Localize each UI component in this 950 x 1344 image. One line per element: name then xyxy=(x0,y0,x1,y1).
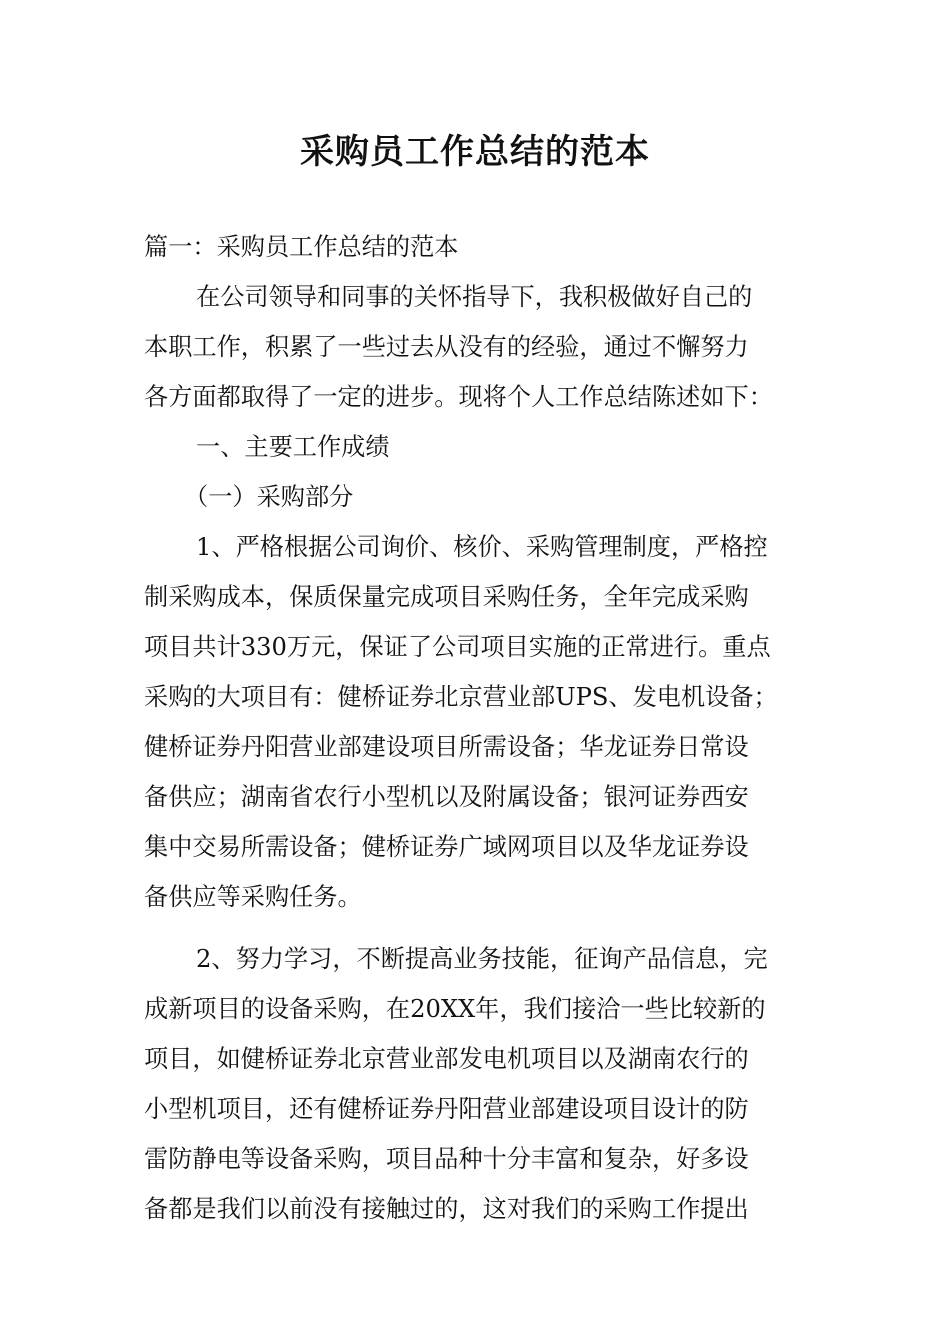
paragraph-line: 备供应等采购任务。 xyxy=(144,883,362,911)
paragraph-line: 健桥证券丹阳营业部建设项目所需设备；华龙证券日常设 xyxy=(144,733,749,761)
document-title: 采购员工作总结的范本 xyxy=(300,132,650,172)
paragraph-line: 项目共计330万元，保证了公司项目实施的正常进行。重点 xyxy=(144,633,771,661)
paragraph-gap xyxy=(144,922,808,934)
paragraph-line: 在公司领导和同事的关怀指导下，我积极做好自己的 xyxy=(196,283,753,311)
paragraph-line: 1、严格根据公司询价、核价、采购管理制度，严格控 xyxy=(196,533,768,561)
subheading: （一）采购部分 xyxy=(184,483,354,511)
document-body xyxy=(144,222,808,1234)
subheading: 一、主要工作成绩 xyxy=(196,433,390,461)
paragraph-line: 采购的大项目有：健桥证券北京营业部UPS、发电机设备； xyxy=(144,683,778,711)
paragraph-line: 本职工作，积累了一些过去从没有的经验，通过不懈努力 xyxy=(144,333,749,361)
paragraph-line: 雷防静电等设备采购，项目品种十分丰富和复杂，好多设 xyxy=(144,1145,749,1173)
paragraph-line: 制采购成本，保质保量完成项目采购任务，全年完成采购 xyxy=(144,583,749,611)
paragraph-line: 集中交易所需设备；健桥证券广域网项目以及华龙证券设 xyxy=(144,833,749,861)
paragraph-line: 成新项目的设备采购，在20XX年，我们接洽一些比较新的 xyxy=(144,995,766,1023)
paragraph-line: 各方面都取得了一定的进步。现将个人工作总结陈述如下： xyxy=(144,383,773,411)
paragraph-line: 项目，如健桥证券北京营业部发电机项目以及湖南农行的 xyxy=(144,1045,749,1073)
paragraph-line: 备供应；湖南省农行小型机以及附属设备；银河证券西安 xyxy=(144,783,749,811)
paragraph-line: 2、努力学习，不断提高业务技能，征询产品信息，完 xyxy=(196,945,768,973)
paragraph-line: 备都是我们以前没有接触过的，这对我们的采购工作提出 xyxy=(144,1195,749,1223)
section-heading: 篇一：采购员工作总结的范本 xyxy=(144,233,459,261)
paragraph-line: 小型机项目，还有健桥证券丹阳营业部建设项目设计的防 xyxy=(144,1095,749,1123)
